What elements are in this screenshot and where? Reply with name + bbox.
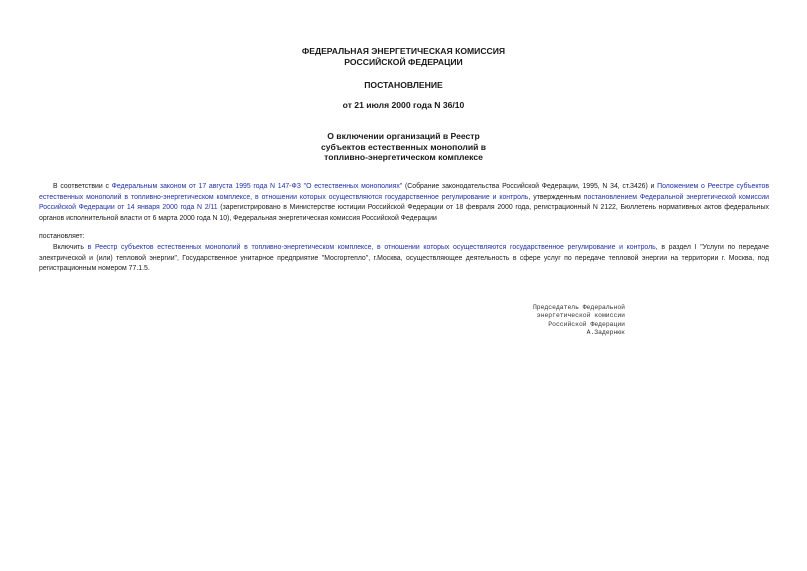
signature-line1: Председатель Федеральной	[532, 304, 625, 311]
decision-text: Включить	[53, 244, 88, 251]
document-title-line1: О включении организаций в Реестр	[327, 131, 480, 141]
preamble-text: , утвержденным	[528, 193, 584, 201]
signature-line2: энергетической комиссии	[536, 312, 625, 320]
federal-law-link[interactable]: Федеральным законом от 17 августа 1995 года N 147-ФЗ "О естественных монополиях"	[111, 183, 403, 190]
signatory-name: А.Задернюк	[586, 329, 625, 337]
issuer-name-line1: ФЕДЕРАЛЬНАЯ ЭНЕРГЕТИЧЕСКАЯ КОМИССИЯ	[301, 46, 506, 56]
signature-line3: Российской Федерации	[548, 320, 625, 328]
decision-text: , в раздел I "Услуги по передаче электрической и (или) тепловой энергии", Государственное унитарное предприятие "Мосгортепло", г.Москва, осуществляющее деятельность в сфере услуг по передаче тепловой энергии на территории г. Москва, под регистрационным номером 77.1.5.	[39, 244, 770, 272]
issuer-name-line2: РОССИЙСКОЙ ФЕДЕРАЦИИ	[344, 56, 463, 67]
document-date: от 21 июля 2000 года N 36/10	[342, 100, 465, 110]
document-title-line3: топливно-энергетическом комплексе	[324, 152, 483, 162]
preamble-text: (Собрание законодательства Российской Федерации, 1995, N 34, ст.3426) и	[402, 183, 658, 190]
registry-link[interactable]: в Реестр субъектов естественных монополий в топливно-энергетическом комплексе, в отношении которых осуществляются государственное регулирование и контроль	[87, 244, 656, 251]
document-title-line2: субъектов естественных монополий в	[320, 141, 487, 152]
issuer-block	[0, 46, 807, 67]
document-title	[0, 131, 807, 163]
preamble-paragraph	[39, 182, 769, 224]
resolves-label: постановляет:	[39, 233, 85, 240]
registry-regulation-link[interactable]: Положением о Реестре субъектов естественных монополий в топливно-энергетическом комплексе, в отношении которых осуществляются государственное регулирование и контроль	[39, 183, 770, 201]
decision-paragraph	[39, 243, 769, 275]
preamble-text: (зарегистрировано в Министерстве юстиции Российской Федерации от 18 февраля 2000 года, регистрационный N 2122, Бюллетень нормативных актов федеральных органов исполнительной власти от 6 марта 2000 года N 10), Федеральная энергетическая комиссия Российской Федерации	[39, 204, 769, 222]
signature-block	[470, 304, 625, 338]
fek-resolution-link[interactable]: постановлением Федеральной энергетической комиссии Российской Федерации от 14 января 2000 года N 2/11	[39, 193, 769, 211]
preamble-text: В соответствии с	[53, 183, 112, 190]
document-type: ПОСТАНОВЛЕНИЕ	[364, 80, 443, 90]
